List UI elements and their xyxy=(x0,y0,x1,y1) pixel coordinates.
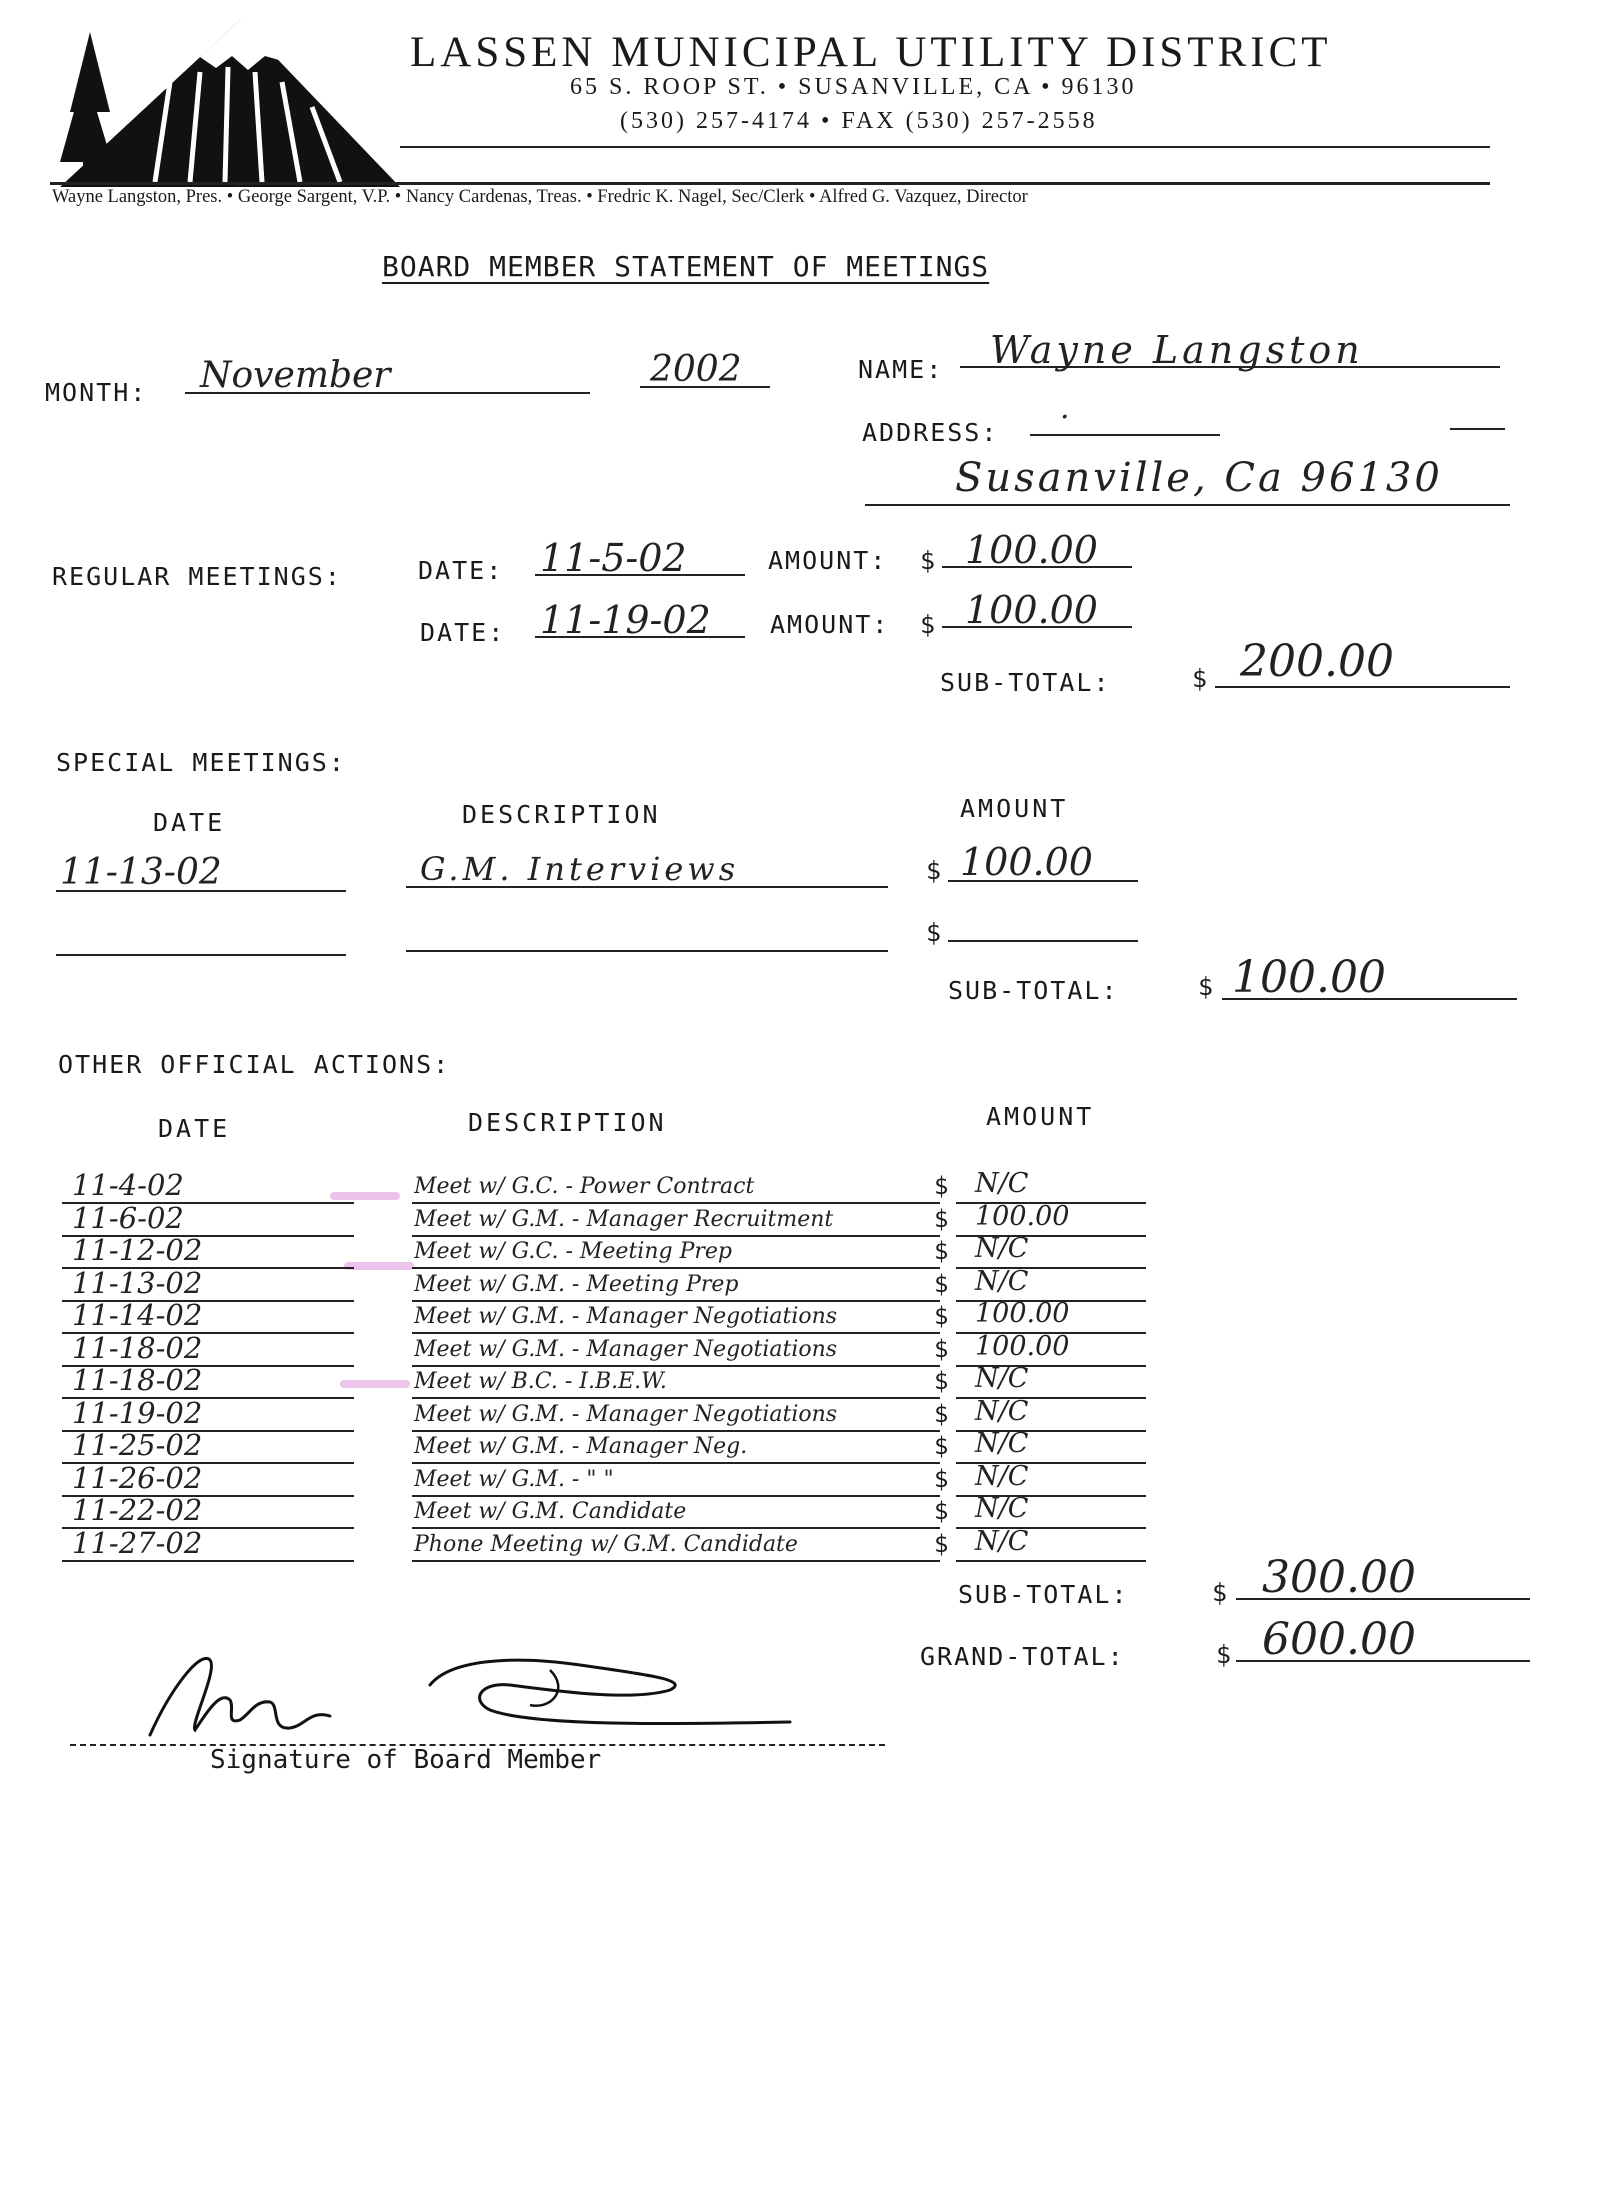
address-line2: Susanville, Ca 96130 xyxy=(955,455,1443,501)
highlighter-mark xyxy=(344,1262,414,1270)
currency-symbol: $ xyxy=(920,610,938,639)
year-value: 2002 xyxy=(650,349,742,390)
action-amount: 100.00 xyxy=(975,1298,1070,1329)
action-amount: N/C xyxy=(975,1428,1029,1459)
col-description-header: DESCRIPTION xyxy=(462,800,661,829)
org-address: 65 S. ROOP ST. • SUSANVILLE, CA • 96130 xyxy=(570,74,1137,100)
col-amount-header: AMOUNT xyxy=(986,1102,1095,1131)
form-title: BOARD MEMBER STATEMENT OF MEETINGS xyxy=(382,250,990,283)
month-label: MONTH: xyxy=(45,378,148,407)
action-amount: N/C xyxy=(975,1363,1029,1394)
action-description: Meet w/ B.C. - I.B.E.W. xyxy=(414,1369,667,1394)
currency-symbol: $ xyxy=(1198,972,1216,1001)
action-date: 11-14-02 xyxy=(72,1298,203,1332)
col-amount-header: AMOUNT xyxy=(960,794,1069,823)
action-amount: N/C xyxy=(975,1493,1029,1524)
action-amount: 100.00 xyxy=(975,1330,1070,1362)
currency-symbol: $ xyxy=(934,1334,949,1363)
signature-label: Signature of Board Member xyxy=(210,1745,602,1775)
action-description: Meet w/ G.M. - " " xyxy=(414,1466,614,1492)
other-subtotal-value: 300.00 xyxy=(1262,1552,1416,1603)
currency-symbol: $ xyxy=(934,1432,949,1460)
special-subtotal-label: SUB-TOTAL: xyxy=(948,976,1119,1005)
special-meetings-label: SPECIAL MEETINGS: xyxy=(56,748,346,777)
month-value: November xyxy=(200,355,391,396)
highlighter-mark xyxy=(330,1192,400,1200)
action-date: 11-27-02 xyxy=(72,1525,203,1560)
currency-symbol: $ xyxy=(926,918,944,947)
action-date: 11-13-02 xyxy=(72,1265,203,1300)
action-amount: N/C xyxy=(975,1395,1029,1427)
currency-symbol: $ xyxy=(934,1237,949,1265)
amount-label: AMOUNT: xyxy=(768,546,888,575)
date-label: DATE: xyxy=(418,556,504,585)
special-description: G.M. Interviews xyxy=(420,850,740,888)
action-date: 11-26-02 xyxy=(72,1460,203,1495)
other-subtotal-label: SUB-TOTAL: xyxy=(958,1580,1129,1609)
regular-date: 11-5-02 xyxy=(540,536,687,580)
currency-symbol: $ xyxy=(1192,664,1210,693)
currency-symbol: $ xyxy=(934,1367,949,1395)
action-date: 11-18-02 xyxy=(72,1330,203,1365)
district-logo xyxy=(50,12,410,192)
amount-label: AMOUNT: xyxy=(770,610,890,639)
action-description: Meet w/ G.M. - Manager Neg. xyxy=(414,1434,748,1459)
action-description: Meet w/ G.M. - Manager Negotiations xyxy=(414,1304,838,1329)
action-date: 11-12-02 xyxy=(72,1233,203,1267)
action-description: Meet w/ G.C. - Meeting Prep xyxy=(414,1239,732,1264)
col-description-header: DESCRIPTION xyxy=(468,1108,667,1137)
officer-list: Wayne Langston, Pres. • George Sargent, V.P. • Nancy Cardenas, Treas. • Fredric K. Nagel, Sec/Clerk • Alfred G. Vazquez, Director xyxy=(52,187,1028,207)
currency-symbol: $ xyxy=(934,1204,949,1233)
action-description: Meet w/ G.M. - Manager Negotiations xyxy=(414,1336,838,1362)
regular-amount: 100.00 xyxy=(965,528,1098,572)
currency-symbol: $ xyxy=(934,1302,949,1330)
name-value: Wayne Langston xyxy=(990,328,1364,372)
currency-symbol: $ xyxy=(934,1464,949,1493)
regular-meetings-label: REGULAR MEETINGS: xyxy=(52,562,342,591)
action-date: 11-4-02 xyxy=(72,1168,184,1202)
action-description: Meet w/ G.M. Candidate xyxy=(414,1499,687,1524)
regular-amount: 100.00 xyxy=(965,588,1098,632)
action-description: Phone Meeting w/ G.M. Candidate xyxy=(414,1531,798,1557)
action-description: Meet w/ G.M. - Meeting Prep xyxy=(414,1271,739,1297)
special-date: 11-13-02 xyxy=(60,852,222,893)
regular-date: 11-19-02 xyxy=(540,598,711,642)
org-name: LASSEN MUNICIPAL UTILITY DISTRICT xyxy=(410,29,1332,76)
action-date: 11-6-02 xyxy=(72,1200,184,1235)
action-description: Meet w/ G.M. - Manager Negotiations xyxy=(414,1401,838,1427)
action-amount: N/C xyxy=(975,1168,1029,1199)
col-date-header: DATE xyxy=(158,1114,231,1143)
regular-subtotal-value: 200.00 xyxy=(1240,636,1394,687)
currency-symbol: $ xyxy=(934,1269,949,1298)
currency-symbol: $ xyxy=(1216,1640,1234,1669)
special-subtotal-value: 100.00 xyxy=(1232,952,1386,1003)
currency-symbol: $ xyxy=(934,1497,949,1525)
address-label: ADDRESS: xyxy=(862,418,999,447)
currency-symbol: $ xyxy=(934,1399,949,1428)
special-amount: 100.00 xyxy=(960,840,1093,884)
action-date: 11-18-02 xyxy=(72,1363,203,1397)
regular-subtotal-label: SUB-TOTAL: xyxy=(940,668,1111,697)
action-amount: N/C xyxy=(975,1460,1029,1492)
org-phones: (530) 257-4174 • FAX (530) 257-2558 xyxy=(620,108,1098,134)
date-label: DATE: xyxy=(420,618,506,647)
grand-total-label: GRAND-TOTAL: xyxy=(920,1642,1125,1671)
currency-symbol: $ xyxy=(1212,1578,1230,1607)
action-date: 11-19-02 xyxy=(72,1395,203,1430)
currency-symbol: $ xyxy=(934,1172,949,1200)
currency-symbol: $ xyxy=(920,546,938,575)
col-date-header: DATE xyxy=(153,808,226,837)
currency-symbol: $ xyxy=(934,1529,949,1558)
action-date: 11-25-02 xyxy=(72,1428,203,1462)
action-amount: N/C xyxy=(975,1233,1029,1264)
action-amount: 100.00 xyxy=(975,1200,1070,1232)
action-amount: N/C xyxy=(975,1265,1029,1297)
name-label: NAME: xyxy=(858,355,944,384)
address-line1: · xyxy=(1060,400,1070,435)
board-member-signature xyxy=(130,1630,810,1750)
action-amount: N/C xyxy=(975,1525,1029,1557)
currency-symbol: $ xyxy=(926,856,944,885)
action-description: Meet w/ G.C. - Power Contract xyxy=(414,1174,755,1199)
grand-total-value: 600.00 xyxy=(1262,1614,1416,1665)
other-actions-label: OTHER OFFICIAL ACTIONS: xyxy=(58,1050,451,1079)
action-description: Meet w/ G.M. - Manager Recruitment xyxy=(414,1206,834,1232)
highlighter-mark xyxy=(340,1380,410,1388)
action-date: 11-22-02 xyxy=(72,1493,203,1527)
